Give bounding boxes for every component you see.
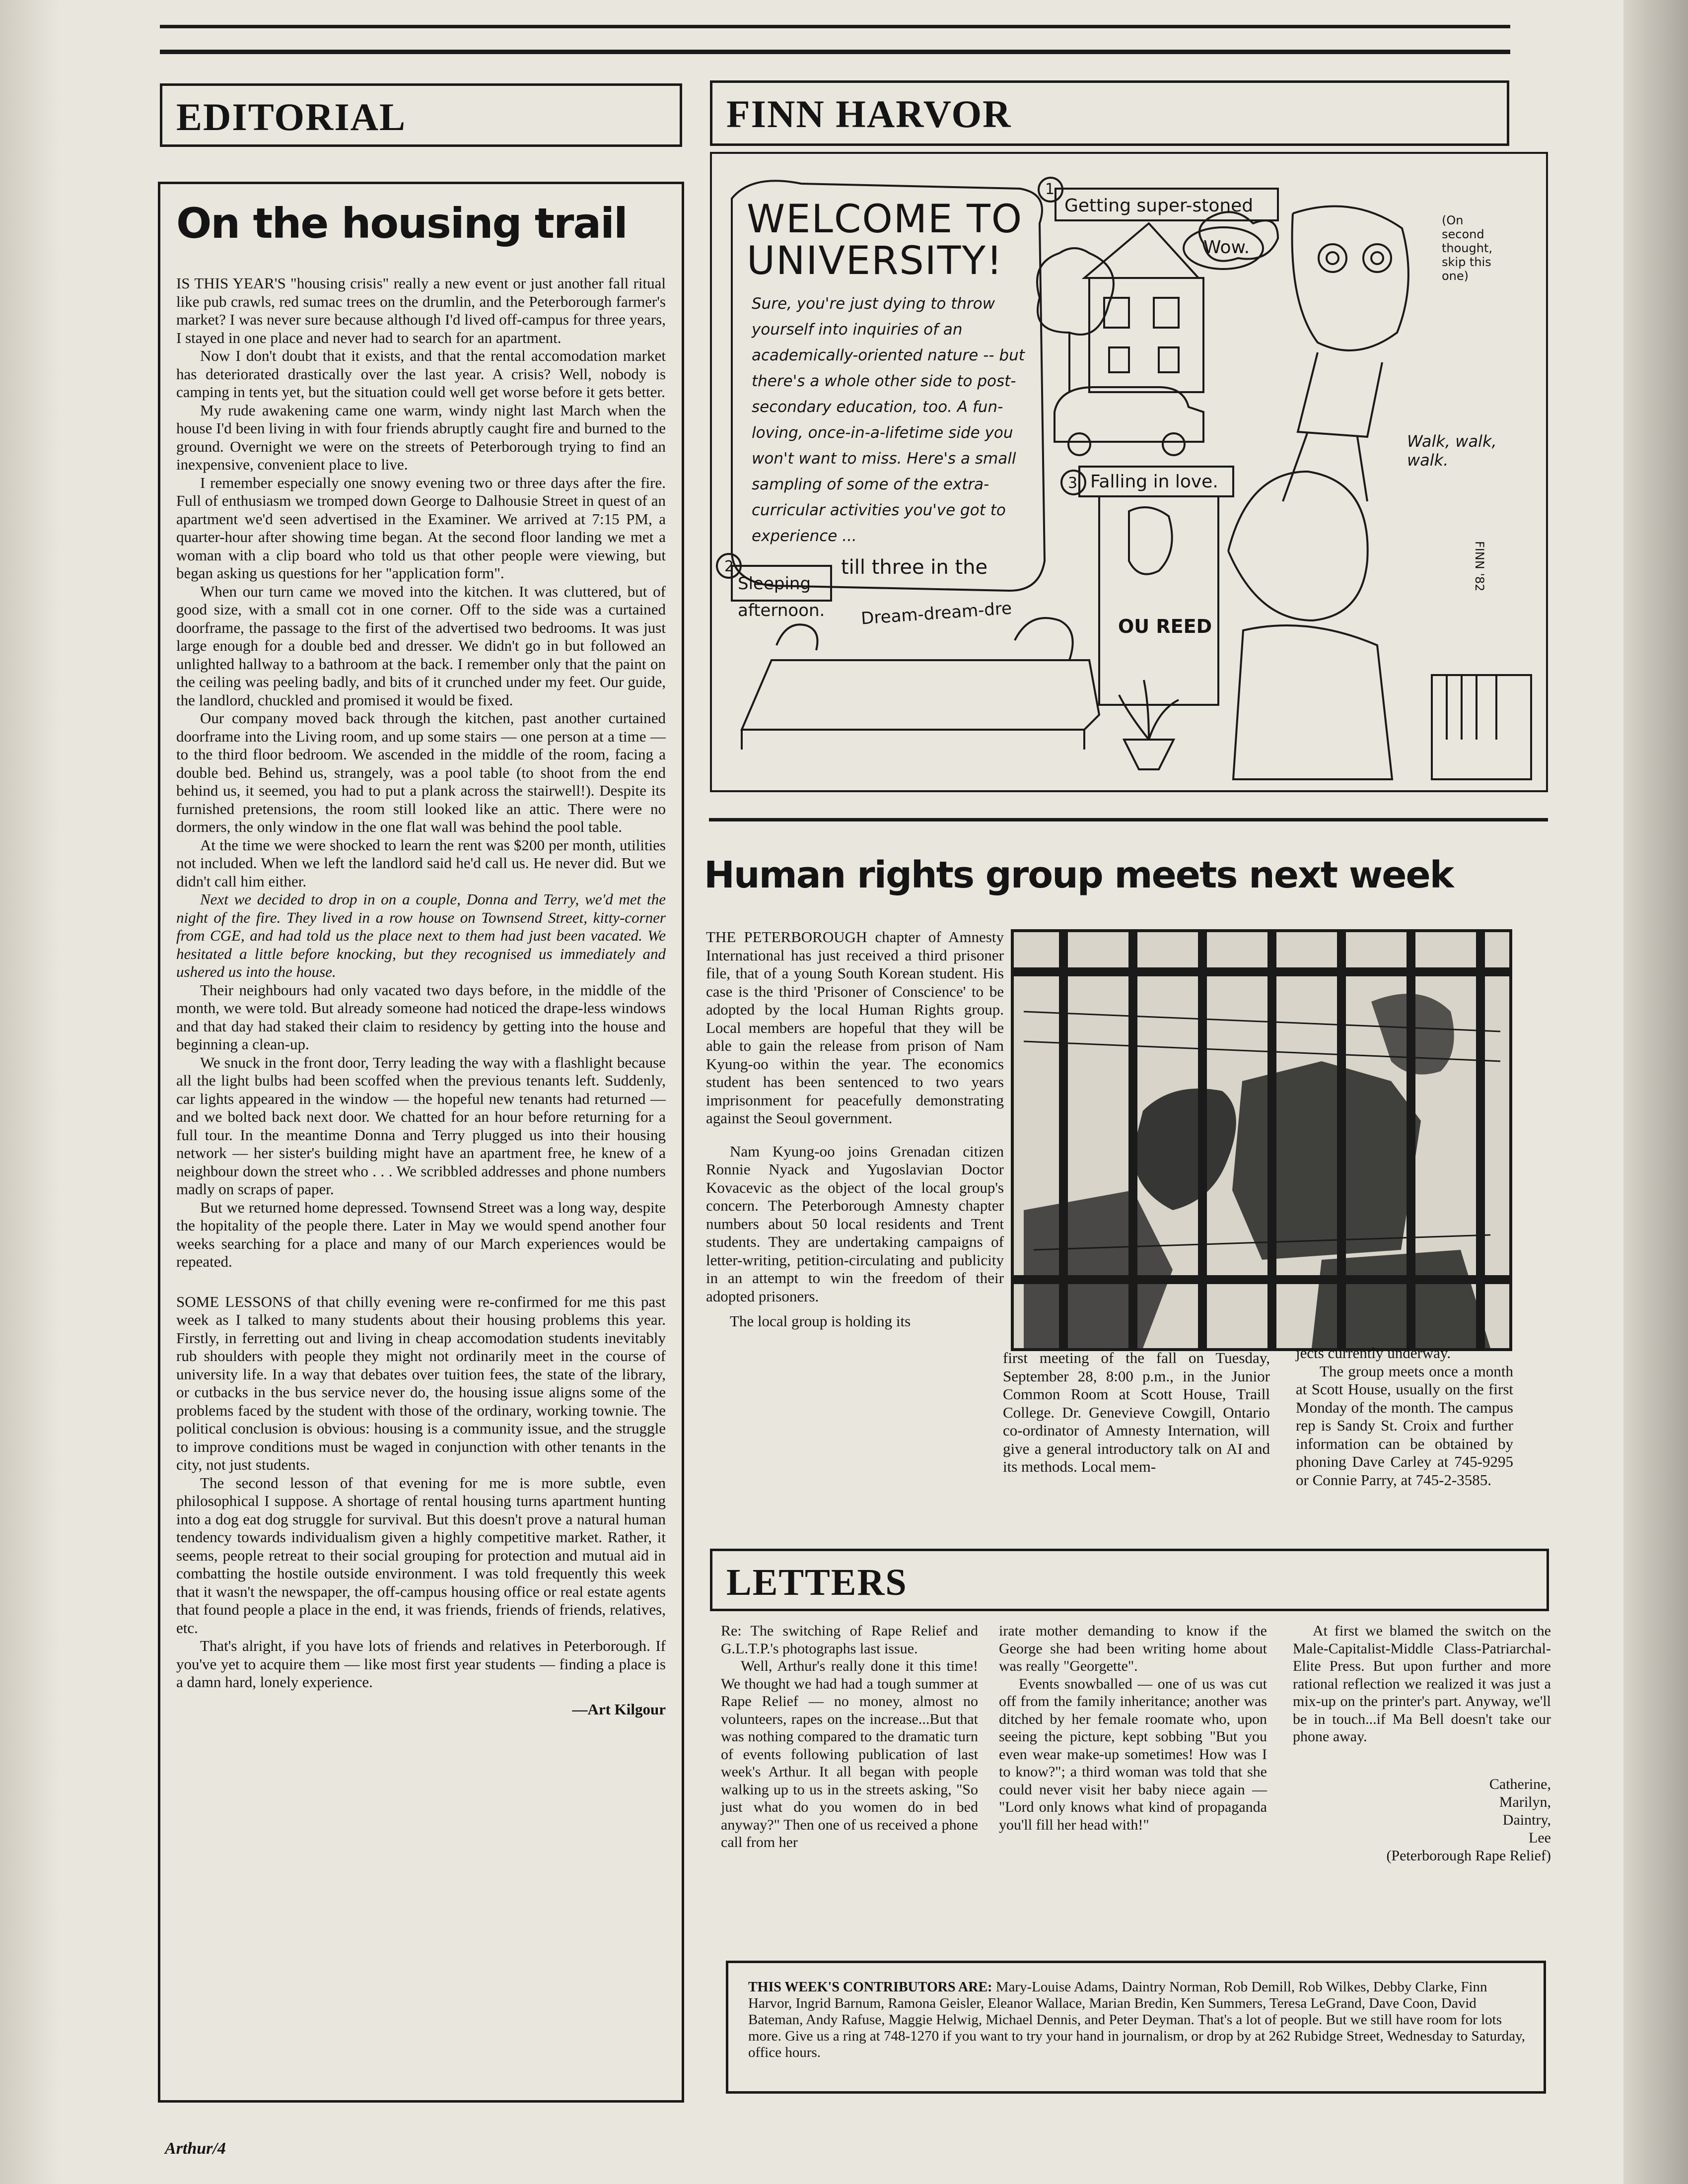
contributors-box xyxy=(726,1961,1546,2094)
panel1-side-note: (On second thought, skip this one) xyxy=(1442,213,1492,283)
editorial-paragraph: My rude awakening came one warm, windy night last March when the house I'd been living in with four friends abruptly caught fire and burned to the ground. Overnight we were on the streets of Peterborough trying to find an inexpensive, convenient place to live. xyxy=(176,401,666,473)
letters-col-3 xyxy=(1293,1622,1551,1865)
editorial-paragraph: But we returned home depressed. Townsend Street was a long way, despite the hopitality of the people there. Later in May we would spend another four weeks searching for a place and many of our March experiences would be repeated. xyxy=(176,1198,666,1270)
editorial-paragraph: Now I don't doubt that it exists, and that the rental accomodation market has deteriorated drastically over the last year. A crisis? Well, nobody is camping in tents yet, but the situation could well get worse before it gets better. xyxy=(176,347,666,401)
human-rights-col-3 xyxy=(1296,1344,1513,1489)
editorial-paragraph: Their neighbours had only vacated two days before, in the middle of the month, we were told. But already someone had noticed the drape-less windows and that day had staked their claim to residency by getting into the house and beginning a clean-up. xyxy=(176,981,666,1053)
panel2-caption-a: Sleeping xyxy=(738,574,811,594)
letters-section-label: LETTERS xyxy=(710,1549,1549,1611)
welcome-title: WELCOME TO UNIVERSITY! xyxy=(747,197,1023,283)
panel2-caption-b: till three in the xyxy=(841,556,988,579)
editorial-paragraph: That's alright, if you have lots of friends and relatives in Peterborough. If you've yet to acquire them — like most first year students — finding a place is a damn hard, lonely experience. xyxy=(176,1637,666,1691)
section-rule xyxy=(709,818,1548,821)
article-paragraph: first meeting of the fall on Tuesday, September 28, 8:00 p.m., in the Junior Common Room at Scott House, Traill College. Dr. Genevieve Cowgill, Ontario co-ordinator of Amnesty Internation, will give a general introductory talk on AI and its methods. Local mem- xyxy=(1003,1349,1270,1475)
editorial-paragraph: Our company moved back through the kitchen, past another curtained doorframe into the Living room, and up some stairs — one person at a time — to the third floor bedroom. We ascended in the middle of the room, facing a double bed. Behind us, strangely, was a pool table (to shoot from the end behind us, it seemed, you had to put a plank across the stairwell!). Despite its furnished pretensions, the room still looked like an attic. There were no dormers, the only window in the one flat wall was behind the pool table. xyxy=(176,709,666,835)
editorial-paragraph: IS THIS YEAR'S "housing crisis" really a new event or just another fall ritual like pub crawls, red sumac trees on the drumlin, and the Peterborough farmer's market? I was never sure because although I'd lived off-campus for three years, I stayed in one place and never had to search for an apartment. xyxy=(176,274,666,346)
editorial-paragraph: At the time we were shocked to learn the rent was $200 per month, utilities not included. When we left the landlord said he'd call us. He never did. But we didn't call him either. xyxy=(176,836,666,890)
welcome-text: Sure, you're just dying to throw yourself into inquiries of an academically-oriented nature -- but there's a whole other side to post-secondary education, too. A fun-loving, once-in-a-lifetime side you won't want to miss. Here's a small sampling of some of the extra-curricular activities you've got to experience ... xyxy=(752,295,1025,545)
prison-drawing xyxy=(1014,932,1509,1348)
article-paragraph: Nam Kyung-oo joins Grenadan citizen Ronnie Nyack and Yugoslavian Doctor Kovacevic as the object of the local group's concern. The Peterborough Amnesty chapter numbers about 50 local residents and Trent students. They are undertaking campaigns of letter-writing, petition-circulating and publicity in an attempt to win the freedom of their adopted prisoners. xyxy=(706,1142,1004,1305)
signature-name: Lee xyxy=(1529,1829,1551,1846)
signature-org: (Peterborough Rape Relief) xyxy=(1386,1847,1551,1864)
article-paragraph: jects currently underway. xyxy=(1296,1344,1451,1362)
panel-number: 3 xyxy=(1068,475,1078,492)
human-rights-col-1 xyxy=(706,928,1004,1331)
top-rule-2 xyxy=(160,50,1510,54)
signature-name: Catherine, xyxy=(1489,1775,1551,1792)
editorial-box xyxy=(158,182,684,2103)
panel2-caption-c: afternoon. xyxy=(738,601,825,620)
editorial-paragraph: The second lesson of that evening for me is more subtle, even philosophical I suppose. A shortage of rental housing turns apartment hunting into a dog eat dog struggle for survival. But this doesn't prove a natural human tendency towards individualism given a highly competitive market. Rather, it seems, people retreat to their social grouping for protection and mutual aid in combatting the hostile outside environment. I was told frequently this week that it wasn't the newspaper, the off-campus housing office or real estate agents that found people a place in the end, it was friends, friends of friends, relatives, etc. xyxy=(176,1474,666,1637)
panel1-caption: Getting super-stoned xyxy=(1064,196,1254,216)
editorial-paragraph: I remember especially one snowy evening two or three days after the fire. Full of enthusiasm we tromped down George to Dalhousie Street in quest of an apartment we'd seen advertised in the Examiner. We arrived at 7:15 PM, a quarter-hour after showing time began. At the second floor landing we met a woman with a clip board who told us that other people were viewing, but began asking us questions for her "application form". xyxy=(176,474,666,582)
editorial-section-label: EDITORIAL xyxy=(160,83,682,147)
editorial-paragraph: Next we decided to drop in on a couple, Donna and Terry, we'd met the night of the fire. They lived in a row house on Townsend Street, kitty-corner from CGE, and had told us the place next to them had just been vacated. We hesitated a little before knocking, but they recognised us immediately and ushered us into the house. xyxy=(176,890,666,980)
panel1-bubble: Wow. xyxy=(1203,237,1250,258)
panel-number: 1 xyxy=(1045,181,1055,198)
editorial-paragraph: When our turn came we moved into the kitchen. It was cluttered, but of good size, with a small cot in one corner. Off to the side was a curtained doorframe, the passage to the first of the advertised two bedrooms. It was just large enough for a double bed and dresser. We didn't go in but followed an unlighted hallway to a bathroom at the back. I remember only that the paint on the ceiling was peeling badly, and bits of it crunched under my feet. Our guide, the landlord, chuckled and promised it would be fixed. xyxy=(176,582,666,709)
panel-number: 2 xyxy=(724,558,734,575)
letters-col-1 xyxy=(721,1622,978,1851)
editorial-headline: On the housing trail xyxy=(176,199,627,248)
panel1-walk: Walk, walk, walk. xyxy=(1407,432,1497,470)
human-rights-headline: Human rights group meets next week xyxy=(704,854,1453,896)
signature-name: Marilyn, xyxy=(1499,1793,1551,1810)
article-paragraph: THE PETERBOROUGH chapter of Amnesty International has just received a third prisoner file, that of a young South Korean student. His case is the third 'Prisoner of Conscience' to be adopted by the local Human Rights group. Local members are hopeful that they will be able to gain the release from prison of Nam Kyung-oo within the year. The economics student has been sentenced to two years imprisonment for peacefully demonstrating against the Seoul government. xyxy=(706,928,1004,1127)
cartoon-panel xyxy=(710,152,1548,792)
article-paragraph: The local group is holding its xyxy=(730,1312,911,1330)
letter-paragraph: irate mother demanding to know if the George she had been writing home about was really "Georgette". xyxy=(999,1623,1267,1674)
letter-paragraph: Well, Arthur's really done it this time! We thought we had had a tough summer at Rape Relief — no money, almost no volunteers, rapes on the increase...But that was nothing compared to the dramatic turn of events following publication of last week's Arthur. It all began with people walking up to us in the streets asking, "So just what do you women do in bed anyway?" Then one of us received a phone call from her xyxy=(721,1658,978,1850)
editorial-body xyxy=(176,274,666,1718)
letter-paragraph: At first we blamed the switch on the Male-Capitalist-Middle Class-Patriarchal-Elite Press. But upon further and more rational reflection we realized it was just a mix-up on the printer's part. Anyway, we'll be in touch...if Ma Bell doesn't take our phone away. xyxy=(1293,1623,1551,1745)
prison-illustration xyxy=(1011,929,1512,1351)
cartoon-signature: FINN '82 xyxy=(1473,541,1486,592)
poster-text: OU REED xyxy=(1118,615,1212,637)
human-rights-col-2 xyxy=(1003,1349,1270,1476)
editorial-paragraph: We snuck in the front door, Terry leading the way with a flashlight because all the light bulbs had been scoffed when the previous tenants left. Suddenly, car lights appeared in the window — the hopeful new tenants had returned — and we bolted back next door. We chatted for an hour before returning for a full tour. In the meantime Donna and Terry plugged us into their housing network — her sister's building might have an apartment free, he knew of a neighbour down the street who . . . We scribbled addresses and phone numbers madly on scraps of paper. xyxy=(176,1053,666,1198)
signature-name: Daintry, xyxy=(1502,1811,1551,1828)
letter-paragraph: Re: The switching of Rape Relief and G.L.T.P.'s photographs last issue. xyxy=(721,1623,978,1657)
editorial-byline: —Art Kilgour xyxy=(572,1700,666,1718)
panel2-dream: Dream-dream-dre xyxy=(860,598,1013,629)
page-footer: Arthur/4 xyxy=(165,2139,226,2158)
cartoon-section-label: FINN HARVOR xyxy=(710,80,1509,146)
contributors-list: Mary-Louise Adams, Daintry Norman, Rob Demill, Rob Wilkes, Debby Clarke, Finn Harvor, Ingrid Barnum, Ramona Geisler, Eleanor Wallace, Marian Bredin, Ken Summers, Teresa LeGrand, Dave Coon, David Bateman, Andy Rafuse, Maggie Helwig, Michael Dennis, and Peter Deyman. That's a lot of people. But we still have room for lots more. Give us a ring at 748-1270 if you want to try your hand in journalism, or drop by at 262 Rubidge Street, Wednesday to Saturday, office hours. xyxy=(748,1979,1525,2060)
contributors-label: THIS WEEK'S CONTRIBUTORS ARE: xyxy=(748,1979,992,1995)
contributors-text xyxy=(748,1979,1528,2061)
panel3-caption: Falling in love. xyxy=(1090,472,1218,492)
letters-col-2 xyxy=(999,1622,1267,1834)
article-paragraph: The group meets once a month at Scott House, usually on the first Monday of the month. The campus rep is Sandy St. Croix and further information can be obtained by phoning Dave Carley at 745-9295 or Connie Parry, at 745-2-3585. xyxy=(1296,1362,1513,1489)
top-rule xyxy=(160,25,1510,28)
letter-signatures xyxy=(1293,1775,1551,1865)
editorial-paragraph: SOME LESSONS of that chilly evening were re-confirmed for me this past week as I talked to many students about their housing problems this year. Firstly, in ferretting out and living in cheap accomodation students inevitably rub shoulders with people they might not ordinarily meet in the course of university life. In a way that debates over tuition fees, the state of the library, or cutbacks in the bus service never do, the housing issue aligns some of the problems faced by the student with those of the ordinary, working townie. The political conclusion is obvious: housing is a community issue, and the struggle to improve conditions must be waged in conjunction with other tenants in the city, not just students. xyxy=(176,1293,666,1473)
letter-paragraph: Events snowballed — one of us was cut off from the family inheritance; another was ditched by her female roomate who, upon seeing the picture, kept sobbing "But you even wear make-up sometimes! How was I to know?"; a third woman was told that she could never visit her baby niece again — "Lord only knows what kind of propaganda you'll fill her head with!" xyxy=(999,1675,1267,1833)
